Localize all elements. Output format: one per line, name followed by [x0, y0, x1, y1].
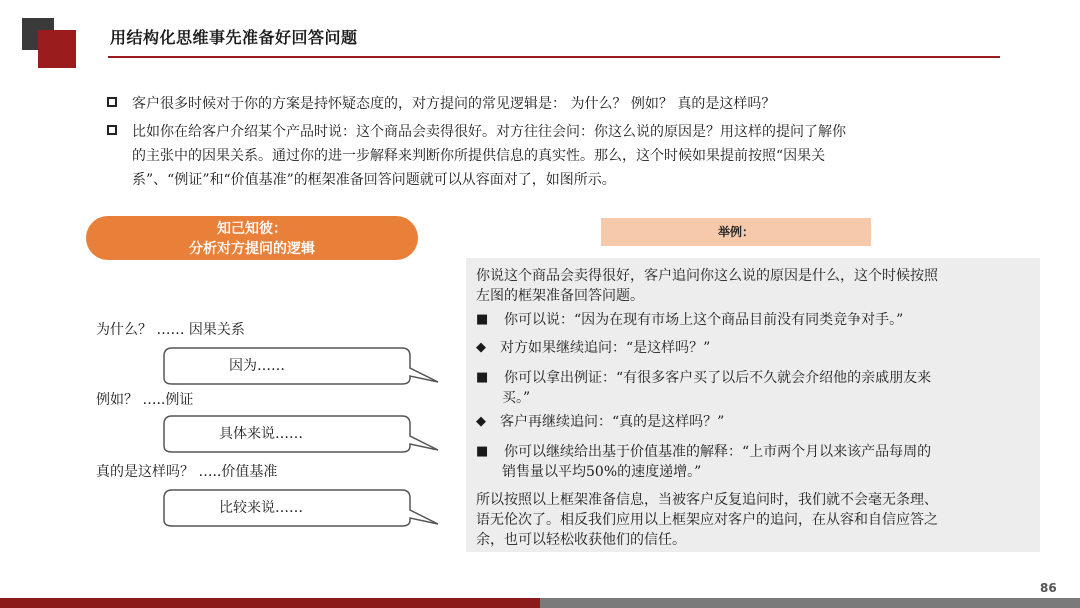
page-number: 86 — [1040, 581, 1057, 595]
panel-closing-line-2: 语无伦次了。相反我们应用以上框架应对客户的追问，在从容和自信应答之 — [476, 512, 938, 528]
panel-intro-line-2: 左图的框架准备回答问题。 — [476, 288, 644, 304]
intro-bullet-2-line-1: 比如你在给客户介绍某个产品时说：这个商品会卖得很好。对方往往会问：你这么说的原因是？用这样的提问了解你 — [132, 124, 846, 140]
answer-comparatively: 比较来说…… — [219, 500, 303, 516]
footer-bar-gray — [540, 598, 1080, 608]
diamond-bullet-icon: ◆ — [476, 340, 486, 355]
panel-item-3-line-1: 你可以拿出例证：“有很多客户买了以后不久就会介绍他的亲戚朋友来 — [504, 370, 932, 386]
footer-bar-red — [0, 598, 540, 608]
panel-item-5-line-1: 你可以继续给出基于价值基准的解释：“上市两个月以来该产品每周的 — [504, 444, 932, 460]
page-title: 用结构化思维事先准备好回答问题 — [110, 28, 358, 47]
panel-closing-line-3: 余，也可以轻松收获他们的信任。 — [476, 532, 686, 548]
panel-item-1: 你可以说：“因为在现有市场上这个商品目前没有同类竞争对手。” — [504, 312, 904, 328]
know-yourself-pill — [86, 216, 418, 260]
panel-item-4: 客户再继续追问：“真的是这样吗？” — [500, 414, 725, 430]
panel-item-5-line-2: 销售量以平均50%的速度递增。” — [502, 464, 702, 480]
square-bullet-icon: ■ — [476, 370, 489, 385]
question-is-it-true: 真的是这样吗？ …..价值基准 — [96, 464, 278, 480]
panel-item-3-line-2: 买。” — [502, 390, 531, 406]
logo-square-red — [38, 30, 76, 68]
intro-bullet-2-line-2: 的主张中的因果关系。通过你的进一步解释来判断你所提供信息的真实性。那么，这个时候如果提前按照“因果关 — [132, 148, 826, 164]
intro-bullet-2-line-3: 系”、“例证”和“价值基准”的框架准备回答问题就可以从容面对了，如图所示。 — [132, 172, 616, 188]
checkbox-bullet-icon — [107, 97, 117, 107]
intro-bullet-1-text: 客户很多时候对于你的方案是持怀疑态度的，对方提问的常见逻辑是： 为什么？ 例如？ 真的是这样吗？ — [132, 96, 776, 112]
title-divider — [108, 56, 1000, 58]
checkbox-bullet-icon — [107, 125, 117, 135]
diamond-bullet-icon: ◆ — [476, 414, 486, 429]
panel-intro-line-1: 你说这个商品会卖得很好，客户追问你这么说的原因是什么，这个时候按照 — [476, 268, 938, 284]
question-why: 为什么？ …… 因果关系 — [96, 322, 245, 338]
panel-closing-line-1: 所以按照以上框架准备信息，当被客户反复追问时，我们就不会毫无条理、 — [476, 492, 938, 508]
pill-line-1: 知己知彼： — [217, 221, 287, 237]
example-tag: 举例： — [601, 218, 871, 246]
answer-specifically: 具体来说…… — [219, 426, 303, 442]
square-bullet-icon: ■ — [476, 444, 489, 459]
answer-because: 因为…… — [229, 358, 285, 374]
panel-item-2: 对方如果继续追问：“是这样吗？” — [500, 340, 711, 356]
question-for-example: 例如？ …..例证 — [96, 392, 194, 408]
pill-line-2: 分析对方提问的逻辑 — [189, 241, 315, 257]
square-bullet-icon: ■ — [476, 312, 489, 327]
example-panel — [466, 258, 1040, 552]
